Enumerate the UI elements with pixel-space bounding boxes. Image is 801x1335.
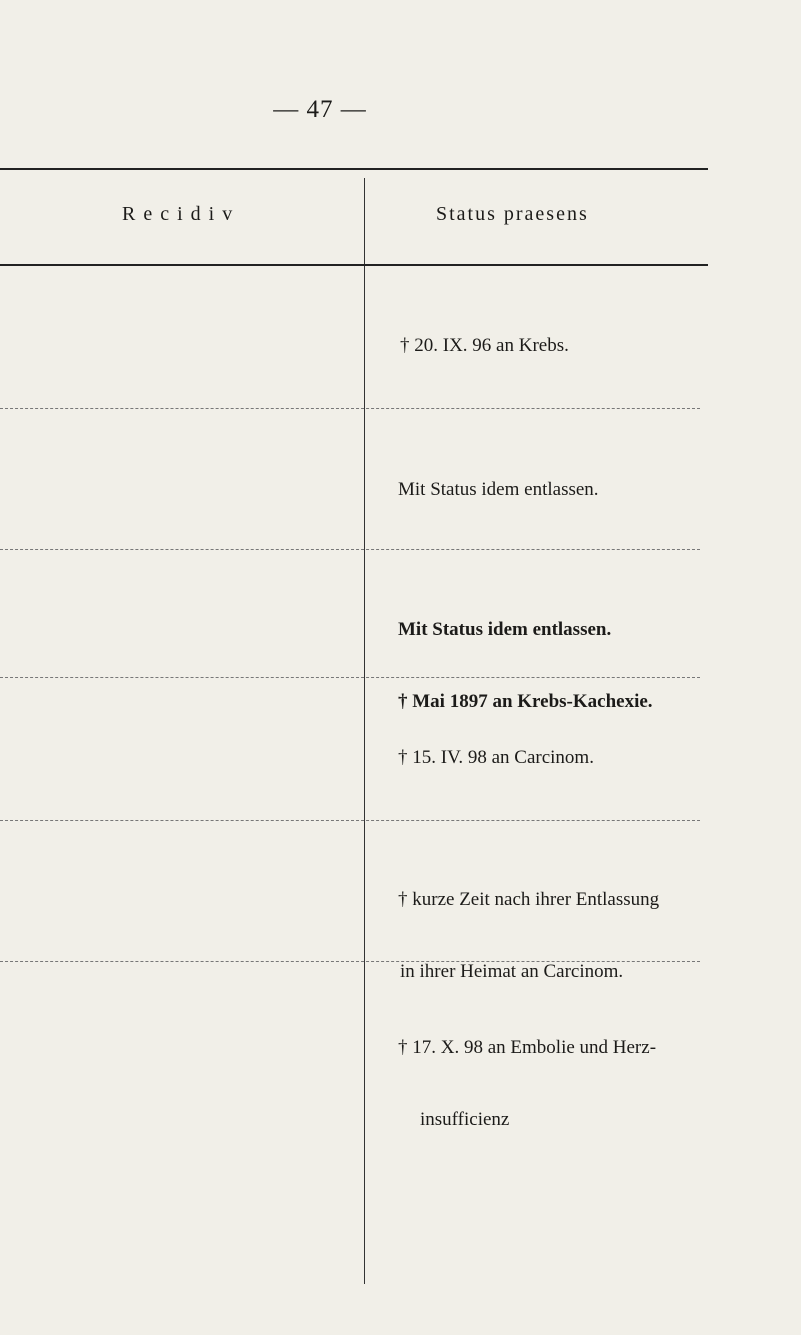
status-line: insufficienz xyxy=(420,1109,510,1130)
status-line: † 20. IX. 96 an Krebs. xyxy=(400,335,569,356)
row-divider xyxy=(0,961,700,962)
row-divider xyxy=(0,549,700,550)
status-line: in ihrer Heimat an Carcinom. xyxy=(400,961,624,982)
row-divider xyxy=(0,677,700,678)
table-top-rule xyxy=(0,168,708,170)
status-line: † Mai 1897 an Krebs-Kachexie. xyxy=(398,691,653,712)
page-number: — 47 — xyxy=(273,96,367,123)
status-cell xyxy=(398,698,594,818)
status-line: † kurze Zeit nach ihrer Entlassung xyxy=(398,889,660,910)
status-cell xyxy=(400,286,569,406)
status-line: † 15. IV. 98 an Carcinom. xyxy=(398,747,594,768)
table-header-rule xyxy=(0,264,708,266)
status-line: Mit Status idem entlassen. xyxy=(398,619,612,640)
column-header-status-praesens: Status praesens xyxy=(436,203,589,225)
status-line: † 17. X. 98 an Embolie und Herz- xyxy=(398,1037,657,1058)
status-cell xyxy=(398,988,656,1180)
column-header-recidiv: Recidiv xyxy=(122,203,241,225)
status-cell xyxy=(398,430,599,550)
column-divider xyxy=(364,178,365,1284)
row-divider xyxy=(0,820,700,821)
row-divider xyxy=(0,408,700,409)
status-line: Mit Status idem entlassen. xyxy=(398,479,599,500)
